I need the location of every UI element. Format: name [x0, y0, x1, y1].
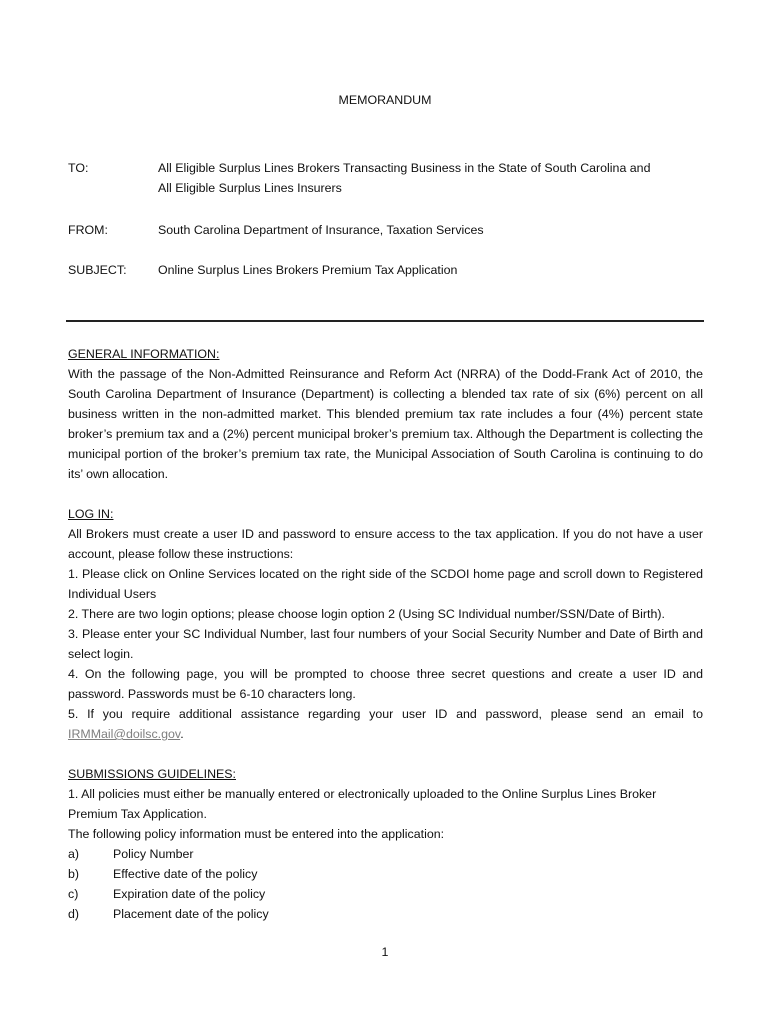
login-step-2: 2. There are two login options; please choose login option 2 (Using SC Individual number/SSN/Date of Birth).	[68, 607, 665, 621]
email-suffix: .	[180, 727, 184, 741]
to-line-2: All Eligible Surplus Lines Insurers	[158, 181, 342, 195]
login-step-4: 4. On the following page, you will be prompted to choose three secret questions and create a user ID and password. Passwords must be 6-10 characters long.	[68, 667, 703, 701]
list-item	[68, 864, 703, 884]
list-text: Placement date of the policy	[113, 907, 269, 921]
policy-info-list	[68, 844, 703, 924]
to-label: TO:	[68, 161, 89, 175]
list-marker: b)	[68, 867, 80, 881]
submissions-item-1-line-2: Premium Tax Application.	[68, 807, 207, 821]
subject-value: Online Surplus Lines Brokers Premium Tax Application	[158, 263, 458, 277]
subject-label: SUBJECT:	[68, 263, 127, 277]
policy-info-intro: The following policy information must be entered into the application:	[68, 827, 445, 841]
list-item	[68, 844, 703, 864]
list-text: Expiration date of the policy	[113, 887, 266, 901]
to-line-1: All Eligible Surplus Lines Brokers Transacting Business in the State of South Carolina and	[158, 161, 651, 175]
list-text: Policy Number	[113, 847, 194, 861]
list-marker: d)	[68, 907, 80, 921]
support-email-link[interactable]: IRMMail@doilsc.gov	[68, 727, 181, 741]
memo-title: MEMORANDUM	[338, 93, 432, 107]
list-marker: c)	[68, 887, 79, 901]
memo-body	[68, 344, 703, 924]
submissions-item-1-line-1: 1. All policies must either be manually entered or electronically uploaded to the Online Surplus Lines Broker	[68, 787, 657, 801]
from-label: FROM:	[68, 223, 108, 237]
general-heading: GENERAL INFORMATION:	[68, 347, 220, 361]
login-heading: LOG IN:	[68, 507, 114, 521]
to-value	[158, 158, 718, 198]
page-number: 1	[381, 945, 389, 959]
login-step-5: 5. If you require additional assistance regarding your user ID and password, please send an email to	[68, 707, 703, 721]
list-marker: a)	[68, 847, 80, 861]
submissions-heading: SUBMISSIONS GUIDELINES:	[68, 767, 236, 781]
list-text: Effective date of the policy	[113, 867, 258, 881]
list-item	[68, 904, 703, 924]
login-step-1: 1. Please click on Online Services located on the right side of the SCDOI home page and scroll down to Registered Individual Users	[68, 567, 703, 601]
login-intro: All Brokers must create a user ID and password to ensure access to the tax application. If you do not have a user account, please follow these instructions:	[68, 527, 703, 561]
general-text: With the passage of the Non-Admitted Reinsurance and Reform Act (NRRA) of the Dodd-Frank Act of 2010, the South Carolina Department of Insurance (Department) is collecting a blended tax rate of six (6%) percent on all business written in the non-admitted market. This blended premium tax rate includes a four (4%) percent state broker’s premium tax and a (2%) percent municipal broker’s premium tax. Although the Department is collecting the municipal portion of the broker’s premium tax rate, the Municipal Association of South Carolina is continuing to do its’ own allocation.	[68, 367, 703, 481]
login-step-3: 3. Please enter your SC Individual Number, last four numbers of your Social Security Number and Date of Birth and select login.	[68, 627, 703, 661]
login-email-line	[68, 724, 703, 744]
header-divider	[66, 320, 704, 322]
from-value: South Carolina Department of Insurance, Taxation Services	[158, 223, 484, 237]
list-item	[68, 884, 703, 904]
